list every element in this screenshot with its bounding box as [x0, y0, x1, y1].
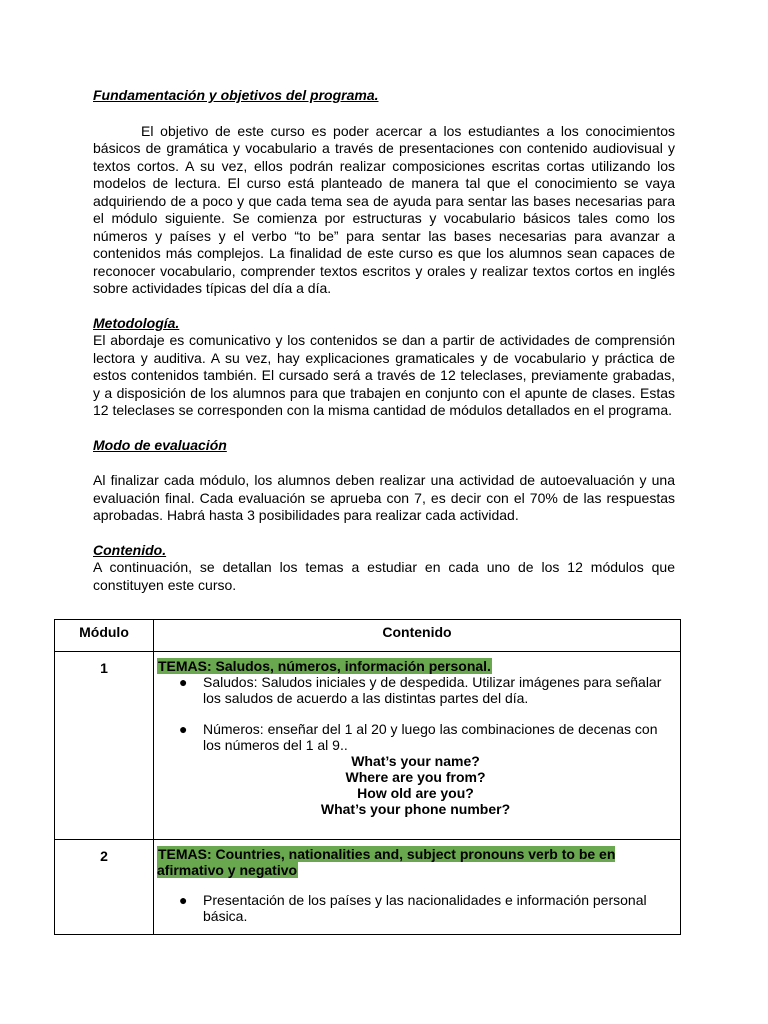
table-row [55, 652, 681, 840]
heading-evaluacion: Modo de evaluación [93, 436, 227, 453]
list-item-text: Números: enseñar del 1 al 20 y luego las combinaciones de decenas con los números del 1 al 9.. [203, 721, 658, 753]
temas-highlight: TEMAS: Countries, nationalities and, subject pronouns verb to be en afirmativo y negativo [157, 846, 616, 878]
question-line: What’s your name? [351, 753, 480, 769]
header-contenido: Contenido [154, 620, 681, 652]
question-line: How old are you? [357, 785, 474, 801]
paragraph-metodologia: El abordaje es comunicativo y los contenidos se dan a partir de actividades de comprensión lectora y auditiva. A su vez, hay explicaciones gramaticales y de vocabulario y práctica de estos contenidos también. El cursado será a través de 12 teleclases, previamente grabadas, y a disposición de los alumnos para que trabajen en conjunto con el apunte de clases. Estas 12 teleclases se corresponden con la misma cantidad de módulos detallados en el programa. [93, 332, 675, 418]
heading-metodologia: Metodología. [93, 314, 180, 331]
heading-fundamentacion: Fundamentación y objetivos del programa. [93, 87, 379, 103]
document-page [93, 87, 675, 594]
content-table [54, 619, 681, 935]
list-item-text: Saludos: Saludos iniciales y de despedida. Utilizar imágenes para señalar los saludos de acuerdo a las distintas partes del día. [203, 674, 662, 706]
module-content [154, 840, 681, 935]
bullet-icon: ● [179, 721, 188, 737]
header-modulo: Módulo [55, 620, 154, 652]
module-number: 1 [55, 652, 154, 840]
table-row [55, 840, 681, 935]
temas-highlight: TEMAS: Saludos, números, información personal. [158, 658, 491, 674]
topic-list [157, 674, 674, 753]
list-item [179, 721, 674, 753]
table-header-row [55, 620, 681, 652]
bullet-icon: ● [179, 892, 188, 908]
list-item [179, 674, 674, 706]
paragraph-contenido: A continuación, se detallan los temas a estudiar en cada uno de los 12 módulos que constituyen este curso. [93, 559, 675, 593]
topic-list [157, 892, 674, 924]
bullet-icon: ● [179, 674, 188, 690]
paragraph-fundamentacion: El objetivo de este curso es poder acercar a los estudiantes a los conocimientos básicos de gramática y vocabulario a través de presentaciones con contenido audiovisual y textos cortos. A su vez, ellos podrán realizar composiciones escritas cortas utilizando los modelos de lectura. El curso está planteado de manera tal que el conocimiento se vaya adquiriendo de a poco y que cada tema sea de ayuda para sentar las bases necesarias para el módulo siguiente. Se comienza por estructuras y vocabulario básicos tales como los números y países y el verbo “to be” para sentar las bases necesarias para avanzar a contenidos más complejos. La finalidad de este curso es que los alumnos sean capaces de reconocer vocabulario, comprender textos escritos y orales y realizar textos cortos en inglés sobre actividades típicas del día a día. [93, 122, 675, 296]
module-content [154, 652, 681, 840]
module-number: 2 [55, 840, 154, 935]
paragraph-evaluacion: Al finalizar cada módulo, los alumnos deben realizar una actividad de autoevaluación y una evaluación final. Cada evaluación se aprueba con 7, es decir con el 70% de las respuestas aprobadas. Habrá hasta 3 posibilidades para realizar cada actividad. [93, 472, 675, 523]
question-line: Where are you from? [345, 769, 486, 785]
question-line: What’s your phone number? [320, 801, 511, 817]
list-item-text: Presentación de los países y las nacionalidades e información personal básica. [203, 892, 647, 924]
list-item [179, 892, 674, 924]
heading-contenido: Contenido. [93, 541, 167, 558]
